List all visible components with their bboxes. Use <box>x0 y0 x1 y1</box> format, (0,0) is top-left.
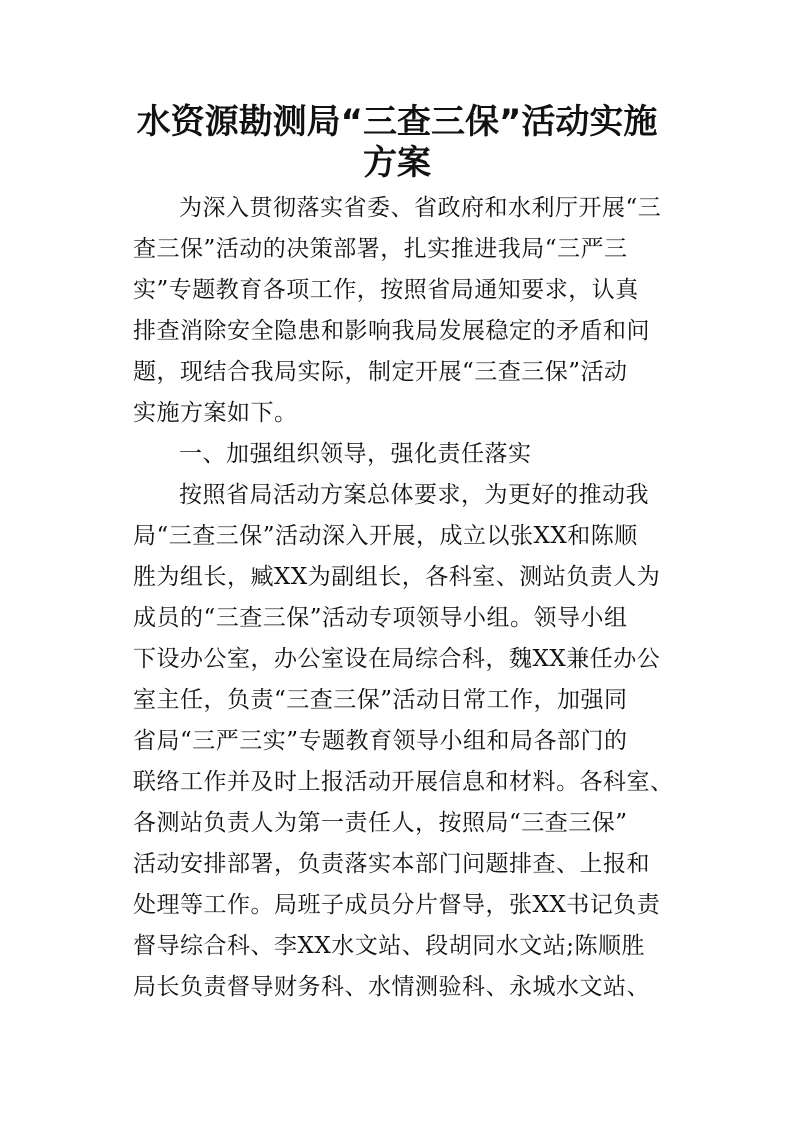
paragraph-section1-line: 室主任，负责“三查三保”活动日常工作，加强同 <box>133 687 628 713</box>
paragraph-intro-line: 实”专题教育各项工作，按照省局通知要求，认真 <box>133 277 639 303</box>
paragraph-section1-line: 各测站负责人为第一责任人，按照局“三查三保” <box>133 810 628 836</box>
paragraph-intro-line: 为深入贯彻落实省委、省政府和水利厅开展“三 <box>179 195 662 221</box>
paragraph-section1-line: 省局“三严三实”专题教育领导小组和局各部门的 <box>133 728 628 754</box>
paragraph-section1-line: 局长负责督导财务科、水情测验科、永城水文站、 <box>133 974 650 1000</box>
paragraph-intro-line: 实施方案如下。 <box>133 400 298 426</box>
paragraph-intro-line: 排查消除安全隐患和影响我局发展稳定的矛盾和问 <box>133 318 650 344</box>
paragraph-intro-line: 查三保”活动的决策部署，扎实推进我局“三严三 <box>133 236 628 262</box>
paragraph-section1-line: 处理等工作。局班子成员分片督导，张XX书记负责 <box>133 892 661 918</box>
paragraph-section1-line: 活动安排部署，负责落实本部门问题排查、上报和 <box>133 851 650 877</box>
section-heading-1: 一、加强组织领导，强化责任落实 <box>179 441 532 467</box>
paragraph-section1-line: 督导综合科、李XX水文站、段胡同水文站;陈顺胜 <box>133 933 645 959</box>
paragraph-section1-line: 联络工作并及时上报活动开展信息和材料。各科室、 <box>133 769 674 795</box>
paragraph-section1-line: 胜为组长，臧XX为副组长，各科室、测站负责人为 <box>133 564 661 590</box>
document-title-line-2: 方案 <box>363 143 431 183</box>
paragraph-section1-line: 局“三查三保”活动深入开展，成立以张XX和陈顺 <box>133 523 638 549</box>
document-title-line-1: 水资源勘测局“三查三保”活动实施 <box>136 102 658 142</box>
paragraph-section1-line: 下设办公室，办公室设在局综合科，魏XX兼任办公 <box>133 646 661 672</box>
paragraph-intro-line: 题，现结合我局实际，制定开展“三查三保”活动 <box>133 359 628 385</box>
paragraph-section1-line: 按照省局活动方案总体要求，为更好的推动我 <box>179 482 649 508</box>
paragraph-section1-line: 成员的“三查三保”活动专项领导小组。领导小组 <box>133 605 628 631</box>
document-body <box>133 188 673 1008</box>
